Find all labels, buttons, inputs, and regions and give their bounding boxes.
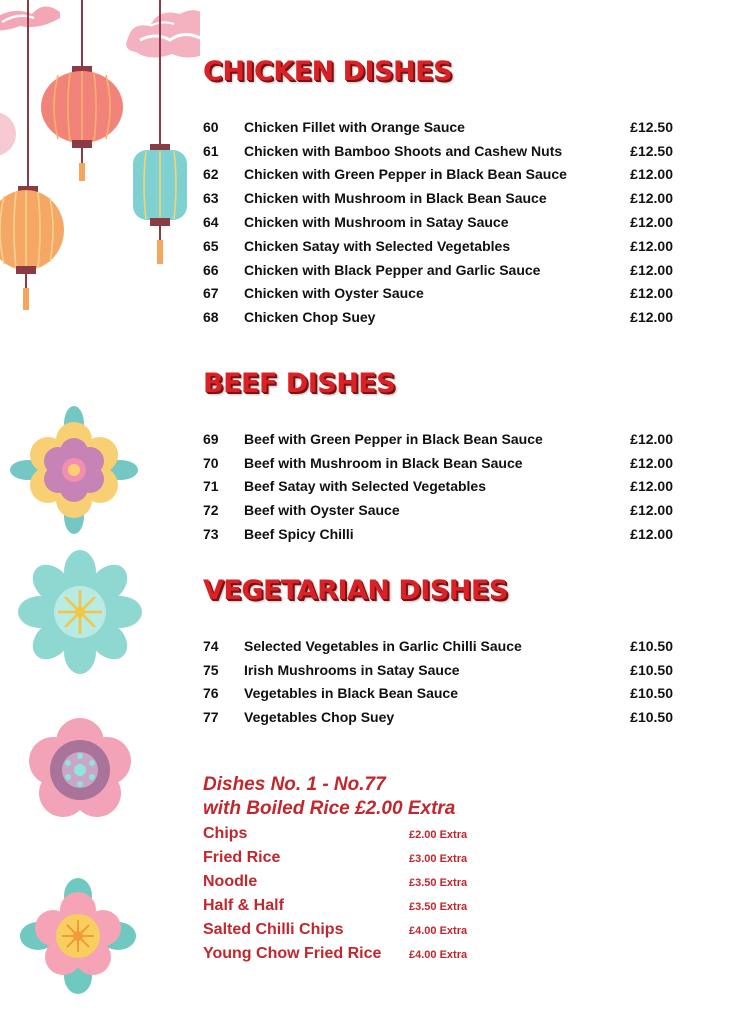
item-number: 63 <box>203 190 219 207</box>
item-number: 67 <box>203 285 219 302</box>
extra-item <box>203 945 673 969</box>
item-name: Chicken with Oyster Sauce <box>244 285 424 302</box>
decorative-artwork <box>0 0 200 1024</box>
paper-flower <box>10 406 138 534</box>
extra-price: £3.50 Extra <box>409 877 468 889</box>
item-name: Vegetables in Black Bean Sauce <box>244 685 458 702</box>
section-title-beef: BEEF DISHES <box>203 368 396 399</box>
menu-item <box>203 682 673 706</box>
menu-item <box>203 258 673 282</box>
item-number: 76 <box>203 685 219 702</box>
item-name: Chicken Satay with Selected Vegetables <box>244 237 511 254</box>
beef-dishes-list <box>203 427 673 546</box>
item-price: £12.00 <box>630 309 673 326</box>
extra-price: £3.00 Extra <box>409 853 468 865</box>
paper-flower <box>18 550 142 674</box>
item-name: Beef with Oyster Sauce <box>244 502 400 519</box>
item-price: £12.00 <box>630 478 673 495</box>
item-price: £12.00 <box>630 502 673 519</box>
item-price: £12.50 <box>630 142 673 159</box>
paper-flower <box>20 878 136 994</box>
item-number: 64 <box>203 214 219 231</box>
menu-item <box>203 163 673 187</box>
hanging-lantern <box>0 186 64 310</box>
menu-item <box>203 115 673 139</box>
item-price: £12.00 <box>630 454 673 471</box>
item-price: £12.00 <box>630 237 673 254</box>
menu-item <box>203 282 673 306</box>
item-price: £12.00 <box>630 526 673 543</box>
menu-item <box>203 234 673 258</box>
item-name: Chicken with Bamboo Shoots and Cashew Nuts <box>244 142 563 159</box>
menu-item <box>203 186 673 210</box>
item-price: £12.00 <box>630 430 673 447</box>
extra-item <box>203 921 673 945</box>
extra-price: £4.00 Extra <box>409 949 468 961</box>
item-number: 73 <box>203 526 219 543</box>
menu-item <box>203 634 673 658</box>
item-price: £12.00 <box>630 285 673 302</box>
item-name: Beef Spicy Chilli <box>244 526 354 543</box>
item-name: Chicken Chop Suey <box>244 309 376 326</box>
item-number: 61 <box>203 142 219 159</box>
item-number: 60 <box>203 118 219 135</box>
extra-price: £4.00 Extra <box>409 925 468 937</box>
extra-name: Salted Chilli Chips <box>203 921 344 938</box>
note-line-1: Dishes No. 1 - No.77 <box>203 774 386 795</box>
hanging-lantern <box>133 144 187 264</box>
extra-name: Noodle <box>203 873 258 890</box>
item-number: 72 <box>203 502 219 519</box>
chicken-dishes-list <box>203 115 673 329</box>
item-price: £10.50 <box>630 637 673 654</box>
extra-price: £3.50 Extra <box>409 901 468 913</box>
extra-name: Young Chow Fried Rice <box>203 945 382 962</box>
section-title-vegetarian: VEGETARIAN DISHES <box>203 575 508 606</box>
menu-item <box>203 522 673 546</box>
extra-name: Half & Half <box>203 897 284 914</box>
item-name: Selected Vegetables in Garlic Chilli Sauce <box>244 637 522 654</box>
item-name: Chicken with Mushroom in Black Bean Sauce <box>244 190 547 207</box>
item-name: Chicken with Green Pepper in Black Bean Sauce <box>244 166 567 183</box>
section-title-chicken: CHICKEN DISHES <box>203 56 453 87</box>
menu-item <box>203 498 673 522</box>
extra-item <box>203 873 673 897</box>
extra-item <box>203 897 673 921</box>
paper-flower <box>29 718 131 817</box>
menu-item <box>203 139 673 163</box>
menu-item <box>203 305 673 329</box>
item-name: Irish Mushrooms in Satay Sauce <box>244 661 460 678</box>
extra-item <box>203 825 673 849</box>
item-name: Chicken with Mushroom in Satay Sauce <box>244 214 509 231</box>
item-name: Beef with Green Pepper in Black Bean Sauce <box>244 430 543 447</box>
menu-item <box>203 451 673 475</box>
item-number: 77 <box>203 709 219 726</box>
extra-name: Chips <box>203 825 248 842</box>
hanging-lantern <box>41 66 123 181</box>
item-name: Vegetables Chop Suey <box>244 709 395 726</box>
item-price: £10.50 <box>630 709 673 726</box>
item-price: £12.00 <box>630 190 673 207</box>
extra-name: Fried Rice <box>203 849 281 866</box>
item-name: Chicken Fillet with Orange Sauce <box>244 118 465 135</box>
paper-flower <box>0 112 16 156</box>
menu-item <box>203 427 673 451</box>
item-number: 70 <box>203 454 219 471</box>
extra-item <box>203 849 673 873</box>
extra-price: £2.00 Extra <box>409 829 468 841</box>
item-name: Beef with Mushroom in Black Bean Sauce <box>244 454 523 471</box>
rice-extras-note <box>203 773 673 969</box>
cloud-decoration <box>126 10 200 57</box>
item-name: Chicken with Black Pepper and Garlic Sauce <box>244 261 541 278</box>
item-number: 68 <box>203 309 219 326</box>
item-price: £10.50 <box>630 685 673 702</box>
menu-item <box>203 475 673 499</box>
menu-item <box>203 210 673 234</box>
menu-item <box>203 658 673 682</box>
item-number: 66 <box>203 261 219 278</box>
item-price: £12.00 <box>630 166 673 183</box>
item-number: 71 <box>203 478 219 495</box>
note-line-2: with Boiled Rice £2.00 Extra <box>203 798 456 819</box>
item-name: Beef Satay with Selected Vegetables <box>244 478 486 495</box>
item-number: 62 <box>203 166 219 183</box>
item-number: 74 <box>203 637 219 654</box>
menu-item <box>203 705 673 729</box>
item-number: 69 <box>203 430 219 447</box>
extras-list <box>203 825 673 969</box>
item-price: £12.50 <box>630 118 673 135</box>
item-price: £12.00 <box>630 214 673 231</box>
item-number: 75 <box>203 661 219 678</box>
vegetarian-dishes-list <box>203 634 673 729</box>
item-price: £10.50 <box>630 661 673 678</box>
cloud-decoration <box>0 6 60 30</box>
item-price: £12.00 <box>630 261 673 278</box>
item-number: 65 <box>203 237 219 254</box>
